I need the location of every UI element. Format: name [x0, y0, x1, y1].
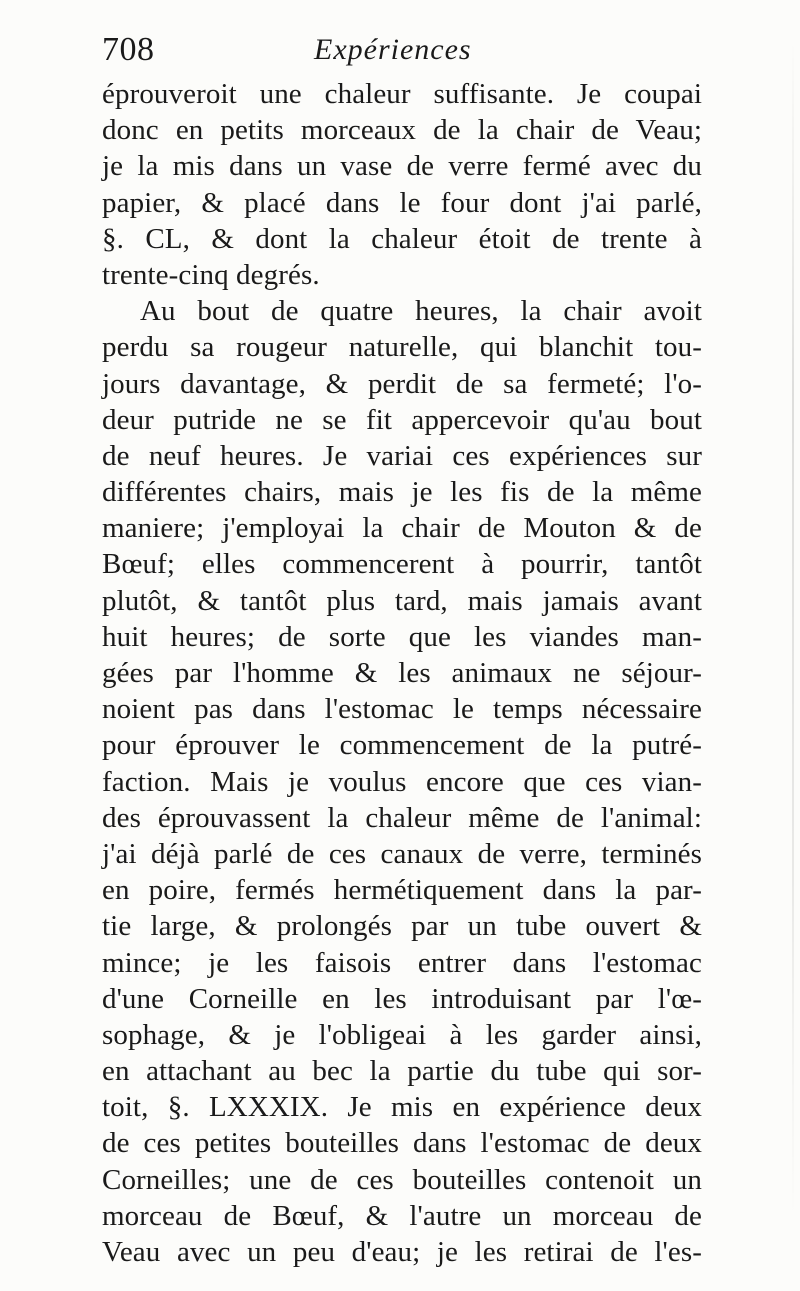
- text-line: faction. Mais je voulus encore que ces vian-: [102, 765, 702, 798]
- text-line: éprouveroit une chaleur suffisante. Je coupai: [102, 78, 702, 110]
- text-line: des éprouvassent la chaleur même de l'animal:: [102, 801, 702, 834]
- text-line: gées par l'homme & les animaux ne séjour-: [102, 657, 702, 689]
- text-line: §. CL, & dont la chaleur étoit de trente à: [102, 222, 702, 255]
- text-line: différentes chairs, mais je les fis de la même: [102, 476, 702, 509]
- text-line: noient pas dans l'estomac le temps nécessaire: [102, 693, 702, 726]
- body-text: [102, 76, 702, 1270]
- page-number: 708: [102, 31, 155, 68]
- text-line: sophage, & je l'obligeai à les garder ainsi,: [102, 1018, 702, 1051]
- text-line: d'une Corneille en les introduisant par l'œ-: [102, 982, 702, 1015]
- text-line: huit heures; de sorte que les viandes man-: [102, 620, 702, 653]
- paragraph-start-line: Au bout de quatre heures, la chair avoit: [140, 295, 702, 328]
- text-line: je la mis dans un vase de verre fermé avec du: [102, 150, 702, 183]
- text-line: toit, §. LXXXIX. Je mis en expérience deux: [102, 1091, 702, 1124]
- text-line: Veau avec un peu d'eau; je les retirai de l'es-: [102, 1236, 702, 1268]
- text-line: de neuf heures. Je variai ces expériences sur: [102, 439, 702, 472]
- text-line: j'ai déjà parlé de ces canaux de verre, terminés: [102, 837, 702, 870]
- text-line: maniere; j'employai la chair de Mouton & de: [102, 512, 702, 545]
- page-header: [102, 28, 702, 72]
- running-head: Expériences: [314, 33, 472, 66]
- text-line: deur putride ne se fit appercevoir qu'au bout: [102, 403, 702, 436]
- text-line: jours davantage, & perdit de sa fermeté; l'o-: [102, 367, 702, 400]
- text-line: mince; je les faisois entrer dans l'estomac: [102, 946, 702, 979]
- text-line: plutôt, & tantôt plus tard, mais jamais avant: [102, 584, 702, 617]
- page-edge-shadow: [792, 40, 794, 1220]
- text-line: Bœuf; elles commencerent à pourrir, tantôt: [102, 548, 702, 581]
- text-line: donc en petits morceaux de la chair de Veau;: [102, 114, 702, 147]
- text-line: perdu sa rougeur naturelle, qui blanchit tou-: [102, 331, 702, 364]
- text-line: en poire, fermés hermétiquement dans la par-: [102, 874, 702, 907]
- text-line: papier, & placé dans le four dont j'ai parlé,: [102, 186, 702, 219]
- text-line: Corneilles; une de ces bouteilles contenoit un: [102, 1163, 702, 1196]
- text-line: morceau de Bœuf, & l'autre un morceau de: [102, 1199, 702, 1232]
- text-line: tie large, & prolongés par un tube ouvert &: [102, 910, 702, 943]
- text-line: pour éprouver le commencement de la putré-: [102, 729, 702, 762]
- text-line: trente-cinq degrés.: [102, 258, 320, 291]
- text-line: de ces petites bouteilles dans l'estomac de deux: [102, 1127, 702, 1160]
- text-line: en attachant au bec la partie du tube qui sor-: [102, 1055, 702, 1088]
